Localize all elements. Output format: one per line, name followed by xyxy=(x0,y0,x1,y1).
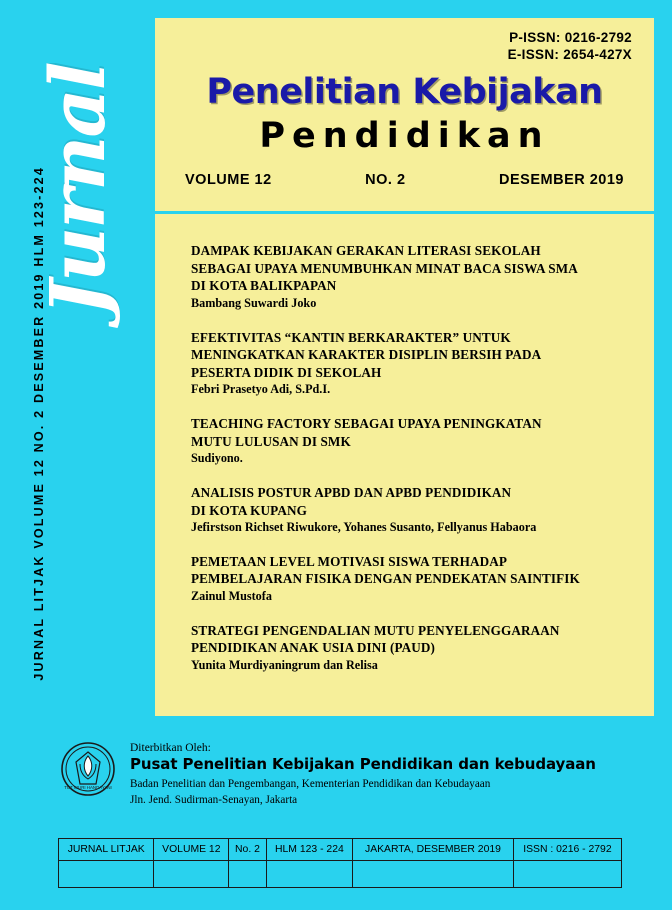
svg-text:TUT WURI HANDAYANI: TUT WURI HANDAYANI xyxy=(64,785,112,790)
date-label: DESEMBER 2019 xyxy=(499,171,624,188)
table-of-contents xyxy=(155,214,654,716)
table-row xyxy=(59,839,622,861)
toc-title-line: EFEKTIVITAS “KANTIN BERKARAKTER” UNTUK xyxy=(191,329,511,345)
footer-table xyxy=(58,838,622,888)
toc-author: Zainul Mustofa xyxy=(191,589,272,603)
footer-cell-empty xyxy=(59,861,154,888)
publisher-text xyxy=(130,740,596,808)
publisher-name: Pusat Penelitian Kebijakan Pendidikan dan kebudayaan xyxy=(130,755,596,773)
toc-title-line: DAMPAK KEBIJAKAN GERAKAN LITERASI SEKOLAH xyxy=(191,243,541,258)
toc-title-line: STRATEGI PENGENDALIAN MUTU PENYELENGGARAAN xyxy=(191,622,560,638)
toc-entry xyxy=(191,415,624,467)
volume-label: VOLUME 12 xyxy=(185,171,272,188)
table-row xyxy=(59,861,622,888)
footer-cell-empty xyxy=(266,861,352,888)
toc-entry xyxy=(191,622,624,674)
toc-author: Bambang Suwardi Joko xyxy=(191,295,317,310)
p-issn: P-ISSN: 0216-2792 xyxy=(509,30,632,45)
toc-title-line: TEACHING FACTORY SEBAGAI UPAYA PENINGKATAN xyxy=(191,416,542,431)
publisher-block xyxy=(60,740,660,808)
footer-cell-empty xyxy=(154,861,229,888)
footer-cell-empty xyxy=(353,861,514,888)
toc-entry xyxy=(191,484,624,536)
tut-wuri-handayani-logo-icon xyxy=(60,740,116,798)
toc-title-line: SEBAGAI UPAYA MENUMBUHKAN MINAT BACA SISWA SMA xyxy=(191,260,578,276)
header-panel xyxy=(155,18,654,211)
jurnal-script-word: Jurnal xyxy=(33,63,122,317)
toc-title-line: PESERTA DIDIK DI SEKOLAH xyxy=(191,364,382,380)
issn-block xyxy=(177,30,632,64)
e-issn: E-ISSN: 2654-427X xyxy=(507,46,632,62)
footer-cell-volume: VOLUME 12 xyxy=(154,839,229,861)
toc-title-line: MUTU LULUSAN DI SMK xyxy=(191,433,351,449)
toc-title-line: DI KOTA KUPANG xyxy=(191,502,307,518)
toc-title-line: DI KOTA BALIKPAPAN xyxy=(191,278,337,294)
toc-author: Jefirstson Richset Riwukore, Yohanes Susanto, Fellyanus Habaora xyxy=(191,520,537,535)
spine-text: JURNAL LITJAK VOLUME 12 NO. 2 DESEMBER 2019 HLM 123-224 xyxy=(32,166,46,681)
publisher-address: Jln. Jend. Sudirman-Senayan, Jakarta xyxy=(130,794,298,807)
footer-cell-empty xyxy=(229,861,267,888)
toc-title-line: PEMETAAN LEVEL MOTIVASI SISWA TERHADAP xyxy=(191,553,507,569)
toc-author: Yunita Murdiyaningrum dan Relisa xyxy=(191,657,378,672)
footer-cell-place-date: JAKARTA, DESEMBER 2019 xyxy=(353,839,514,861)
journal-title-main: Penelitian Kebijakan xyxy=(206,71,603,112)
footer-cell-number: No. 2 xyxy=(229,839,267,861)
toc-title-line: MENINGKATKAN KARAKTER DISIPLIN BERSIH PADA xyxy=(191,347,542,363)
published-by-label: Diterbitkan Oleh: xyxy=(130,742,211,754)
toc-title-line: PENDIDIKAN ANAK USIA DINI (PAUD) xyxy=(191,640,436,656)
toc-entry xyxy=(191,242,624,312)
footer-cell-issn: ISSN : 0216 - 2792 xyxy=(513,839,621,861)
number-label: NO. 2 xyxy=(365,171,406,188)
footer-cell-journal: JURNAL LITJAK xyxy=(59,839,154,861)
toc-title-line: PEMBELAJARAN FISIKA DENGAN PENDEKATAN SAINTIFIK xyxy=(191,571,580,587)
journal-title-sub: Pendidikan xyxy=(259,115,550,156)
toc-entry xyxy=(191,553,624,605)
toc-author: Febri Prasetyo Adi, S.Pd.I. xyxy=(191,382,331,397)
toc-entry xyxy=(191,329,624,399)
toc-title-line: ANALISIS POSTUR APBD DAN APBD PENDIDIKAN xyxy=(191,484,512,500)
footer-cell-empty xyxy=(513,861,621,888)
toc-author: Sudiyono. xyxy=(191,451,243,466)
publisher-agency: Badan Penelitian dan Pengembangan, Kementerian Pendidikan dan Kebudayaan xyxy=(130,778,491,790)
volume-row xyxy=(177,172,632,188)
footer-cell-pages: HLM 123 - 224 xyxy=(266,839,352,861)
